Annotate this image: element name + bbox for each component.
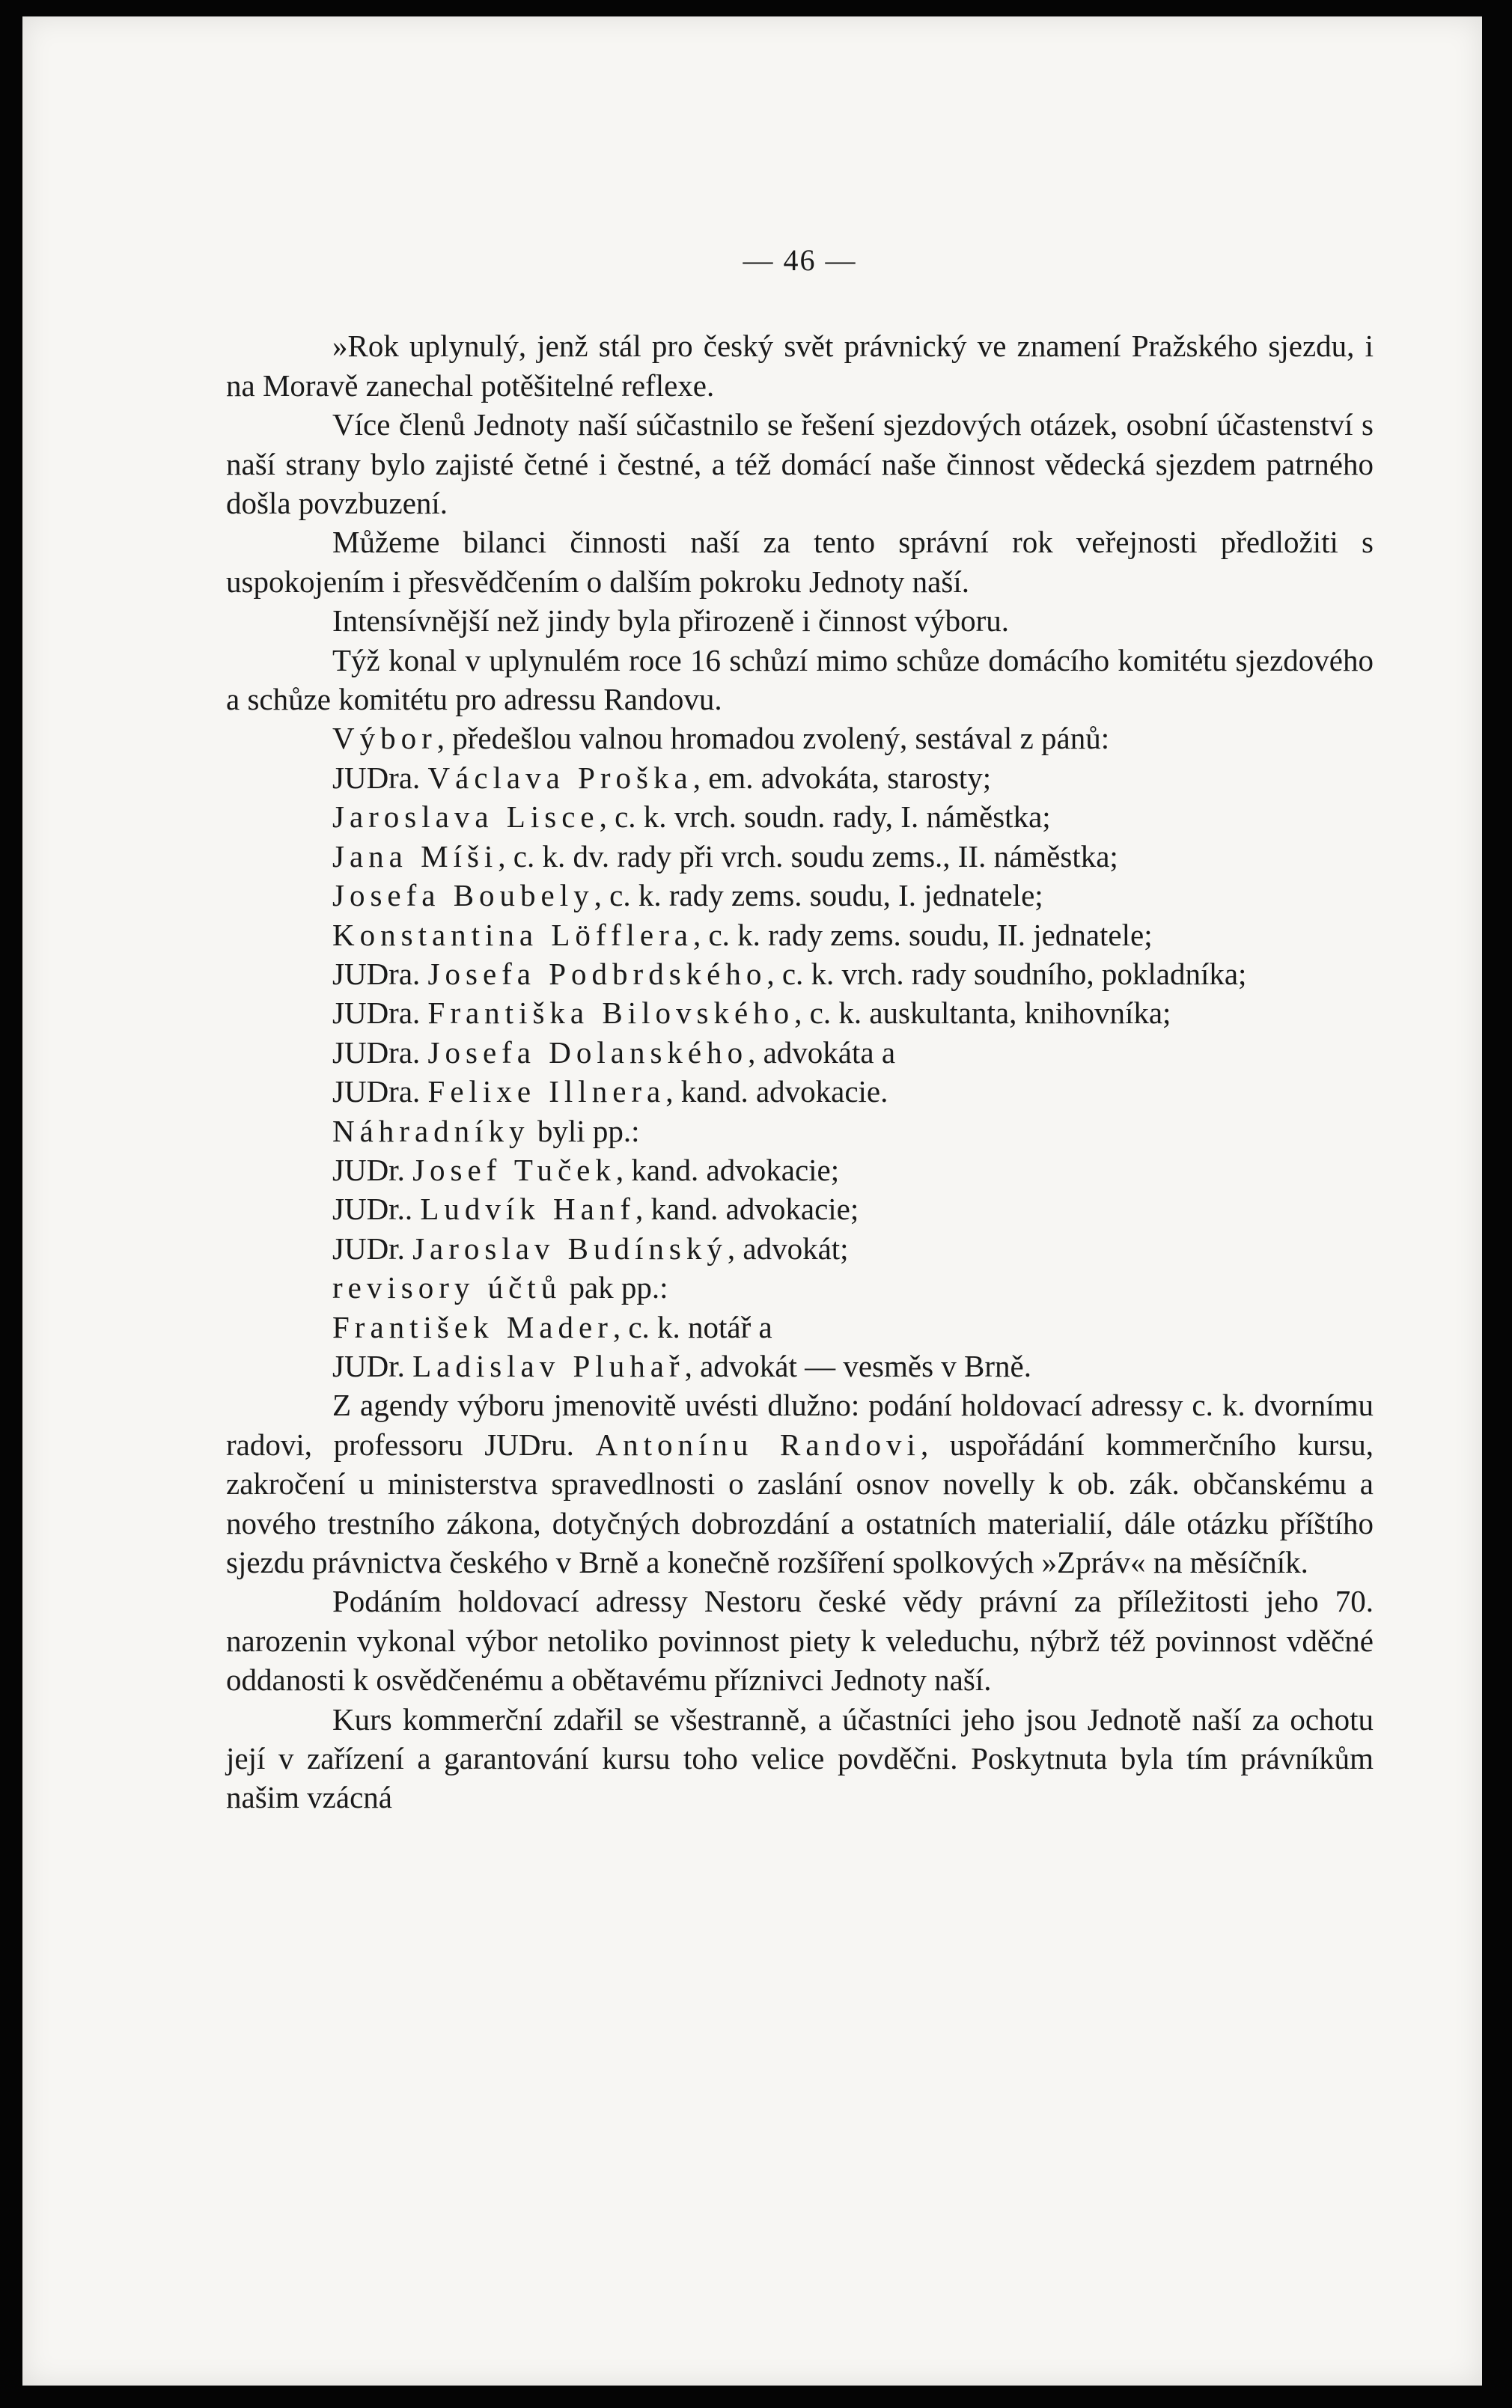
member-role: , c. k. rady zems. soudu, I. jednatele; — [594, 878, 1043, 913]
committee-intro-text: , předešlou valnou hromadou zvolený, sestával z pánů: — [436, 721, 1110, 756]
substitute-member — [226, 1189, 1374, 1228]
member-title: JUDra. — [332, 956, 428, 991]
member-title: JUDra. — [332, 1074, 428, 1109]
member-role: , c. k. vrch. rady soudního, pokladníka; — [766, 956, 1247, 991]
member-name: Ludvík Hanf — [420, 1192, 635, 1227]
committee-member — [226, 1072, 1374, 1111]
member-role: , kand. advokacie. — [665, 1074, 888, 1109]
member-role: , advokáta a — [748, 1034, 896, 1070]
member-role: , c. k. vrch. soudn. rady, I. náměstka; — [599, 799, 1051, 835]
member-name: Josef Tuček — [412, 1152, 616, 1187]
committee-member — [226, 954, 1374, 993]
paragraph-closing-2: Kurs kommerční zdařil se všestranně, a účastníci jeho jsou Jednotě naší za ochotu její v zařízení a garantování kursu toho velice povděčni. Poskytnuta byla tím právníkům našim vzácná — [226, 1701, 1374, 1815]
document-page — [22, 16, 1482, 2386]
agenda-paragraph — [226, 1386, 1374, 1582]
member-name: Jaroslav Budínský — [412, 1231, 728, 1266]
committee-member — [226, 915, 1374, 954]
auditors-intro — [226, 1268, 1374, 1307]
substitute-member — [226, 1150, 1374, 1189]
member-role: , c. k. dv. rady při vrch. soudu zems., II. náměstka; — [498, 838, 1118, 874]
member-name: Františka Bilovského — [427, 996, 795, 1031]
paragraph-1: »Rok uplynulý, jenž stál pro český svět právnický ve znamení Pražského sjezdu, i na Moravě zanechal potěšitelné reflexe. — [226, 329, 1374, 403]
paragraph-4: Intensívnější než jindy byla přirozeně i činnost výboru. — [332, 603, 1010, 638]
member-role: , advokát; — [727, 1231, 849, 1266]
member-title: JUDra. — [332, 1034, 428, 1070]
member-name: Jaroslava Lisce — [332, 799, 600, 835]
member-role: , c. k. auskultanta, knihovníka; — [794, 996, 1171, 1031]
agenda-text-after: , uspořádání kommerčního kursu, zakročení u ministerstva spravedlnosti o zaslání osnov novelly k ob. zák. občanskému a nového trestního zákona, dotyčných dobrozdání a ostatních materialií, dále otázku příštího sjezdu právnictva českého v Brně a konečně rozšíření spolkových »Zpráv« na měsíčník. — [226, 1427, 1374, 1579]
member-title: JUDra. — [332, 760, 428, 795]
substitute-member — [226, 1229, 1374, 1268]
paragraph-3: Můžeme bilanci činnosti naší za tento správní rok veřejnosti předložiti s uspokojením i přesvědčením o dalším pokroku Jednoty naší. — [226, 525, 1374, 599]
auditors-label: revisory účtů — [332, 1270, 562, 1305]
member-name: Jana Míši — [332, 838, 499, 874]
member-role: , advokát — vesměs v Brně. — [684, 1348, 1031, 1383]
member-title: JUDr. — [332, 1231, 413, 1266]
auditor-member — [226, 1347, 1374, 1386]
member-title: JUDr.. — [332, 1192, 421, 1227]
member-name: Felixe Illnera — [427, 1074, 666, 1109]
member-role: , kand. advokacie; — [615, 1152, 840, 1187]
paragraph-5: Týž konal v uplynulém roce 16 schůzí mimo schůze domácího komitétu sjezdového a schůze komitétu pro adressu Randovu. — [226, 642, 1374, 717]
member-role: , em. advokáta, starosty; — [692, 760, 992, 795]
committee-member — [226, 797, 1374, 836]
substitutes-intro — [226, 1112, 1374, 1150]
member-role: , c. k. rady zems. soudu, II. jednatele; — [692, 917, 1153, 952]
committee-label: Výbor — [332, 721, 437, 756]
member-role: , c. k. notář a — [612, 1309, 772, 1344]
member-name: Ladislav Pluhař — [412, 1348, 685, 1383]
committee-member — [226, 993, 1374, 1032]
paragraph-2: Více členů Jednoty naší súčastnilo se řešení sjezdových otázek, osobní účastenství s naší strany bylo zajisté četné i čestné, a též domácí naše činnost vědecká sjezdem patrného došla povzbuzení. — [226, 407, 1374, 521]
member-name: Václava Proška — [427, 760, 693, 795]
committee-intro — [226, 719, 1374, 758]
member-role: , kand. advokacie; — [635, 1192, 859, 1227]
member-name: Josefa Podbrdského — [427, 956, 767, 991]
committee-member — [226, 1033, 1374, 1072]
substitutes-label: Náhradníky — [332, 1113, 530, 1148]
paragraph-closing-1: Podáním holdovací adressy Nestoru české vědy právní za příležitosti jeho 70. narozenin vykonal výbor netoliko povinnost piety k veleduchu, nýbrž též povinnost vděčné oddanosti k osvědčenému a obětavému příznivci Jednoty naší. — [226, 1584, 1374, 1698]
member-title: JUDr. — [332, 1152, 413, 1187]
agenda-text-before: Z agendy výboru jmenovitě uvésti dlužno: podání holdovací adressy c. k. dvornímu radovi, professoru JUDru. — [226, 1388, 1374, 1462]
page-text — [226, 241, 1374, 1817]
committee-member — [226, 837, 1374, 876]
member-title: JUDra. — [332, 996, 428, 1031]
committee-member — [226, 758, 1374, 797]
auditor-member — [226, 1308, 1374, 1347]
member-title: JUDr. — [332, 1348, 413, 1383]
page-number: — 46 — — [743, 243, 857, 277]
member-name: Josefa Boubely — [332, 878, 594, 913]
agenda-name: Antonínu Randovi — [595, 1427, 921, 1462]
member-name: Josefa Dolanského — [427, 1034, 749, 1070]
auditors-intro-text: pak pp.: — [561, 1270, 668, 1305]
member-name: Konstantina Löfflera — [332, 917, 693, 952]
committee-member — [226, 876, 1374, 915]
substitutes-intro-text: byli pp.: — [529, 1113, 640, 1148]
member-name: František Mader — [332, 1309, 613, 1344]
